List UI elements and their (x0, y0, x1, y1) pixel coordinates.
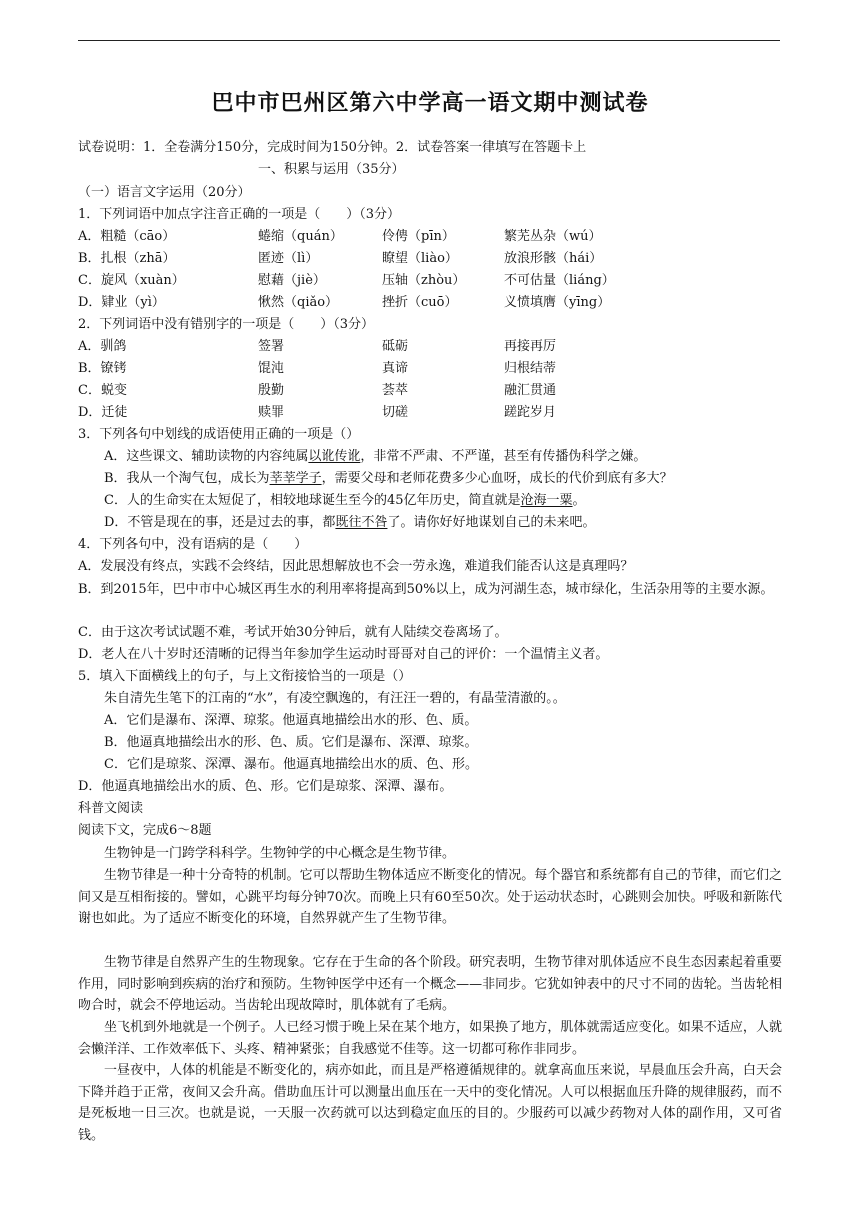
q2-option-d-4: 蹉跎岁月 (504, 405, 557, 420)
passage-paragraph-1: 生物钟是一门跨学科科学。生物钟学的中心概念是生物节律。 (104, 846, 456, 861)
q1-option-c-4: 不可估量（liáng） (504, 273, 615, 288)
question-5-stem: 5．填入下面横线上的句子，与上文衔接恰当的一项是（） (78, 669, 412, 684)
q3-option-a-idiom: 以讹传讹 (308, 449, 361, 464)
q3-option-b-idiom: 莘莘学子 (269, 471, 322, 486)
q2-option-c-1: C．蜕变 (78, 383, 127, 398)
q1-option-b-3: 瞭望（liào） (382, 251, 458, 266)
part-heading: 一、积累与运用（35分） (258, 162, 405, 177)
q3-option-a: A．这些课文、辅助读物的内容纯属以讹传讹，非常不严肃、不严谨，甚至有传播伪科学之嫌。 (104, 449, 647, 464)
q3-option-d-idiom: 既往不咎 (335, 515, 388, 530)
passage-paragraph-3: 生物节律是自然界产生的生物现象。它存在于生命的各个阶段。研究表明，生物节律对肌体适应不良生态因素起着重要作用，同时影响到疾病的治疗和预防。生物钟医学中还有一个概念——非同步。它犹如钟表中的尺寸不同的齿轮。当齿轮相吻合时，就会不停地运动。当齿轮出现故障时，肌体就有了毛病。 (78, 955, 782, 1013)
q1-option-d-1: D．肄业（yì） (78, 295, 165, 310)
q5-context: 朱自清先生笔下的江南的“水”，有凌空飘逸的，有汪汪一碧的，有晶莹清澈的。。 (104, 691, 566, 706)
q2-option-a-4: 再接再厉 (504, 339, 557, 354)
q3-option-b: B．我从一个淘气包，成长为莘莘学子，需要父母和老师花费多少心血呀，成长的代价到底有多大？ (104, 471, 673, 486)
q1-option-a-3: 伶俜（pīn） (382, 229, 455, 244)
q1-option-c-2: 慰藉（jiè） (258, 273, 326, 288)
q1-option-c-3: 压轴（zhòu） (382, 273, 466, 288)
q1-option-a-2: 蜷缩（quán） (258, 229, 343, 244)
q2-option-b-3: 真谛 (382, 361, 409, 376)
q2-option-b-1: B．镣铐 (78, 361, 127, 376)
q1-option-c-1: C．旋风（xuàn） (78, 273, 185, 288)
q2-option-a-3: 砥砺 (382, 339, 409, 354)
q4-option-a: A．发展没有终点，实践不会终结，因此思想解放也不会一劳永逸，难道我们能否认这是真理吗？ (78, 559, 634, 574)
q2-option-c-2: 殷勤 (258, 383, 285, 398)
q2-option-d-1: D．迁徒 (78, 405, 128, 420)
page-title: 巴中市巴州区第六中学高一语文期中测试卷 (211, 91, 649, 116)
q2-option-a-2: 签署 (258, 339, 285, 354)
reading-heading: 科普文阅读 (78, 801, 144, 816)
q3-option-c-idiom: 沧海一粟 (520, 493, 573, 508)
q4-option-d: D．老人在八十岁时还清晰的记得当年参加学生运动时哥哥对自己的评价：一个温情主义者。 (78, 647, 609, 662)
q3-option-d: D．不管是现在的事，还是过去的事，都既往不咎了。请你好好地谋划自己的未来吧。 (104, 515, 596, 530)
passage-paragraph-2: 生物节律是一种十分奇特的机制。它可以帮助生物体适应不断变化的情况。每个器官和系统都有自己的节律，而它们之间又是互相衔接的。譬如，心跳平均每分钟70次。而晚上只有60至50次。处于运动状态时，心跳则会加快。呼吸和新陈代谢也如此。为了适应不断变化的环境，自然界就产生了生物节律。 (78, 868, 782, 926)
q5-option-b: B．他逼真地描绘出水的形、色、质。它们是瀑布、深潭、琼浆。 (104, 735, 478, 750)
question-1-stem: 1．下列词语中加点字注音正确的一项是（ ）（3分） (78, 207, 401, 222)
section-heading: （一）语言文字运用（20分） (78, 185, 251, 200)
q5-option-a: A．它们是瀑布、深潭、琼浆。他逼真地描绘出水的形、色、质。 (104, 713, 478, 728)
reading-intro: 阅读下文，完成6～8题 (78, 823, 212, 838)
q1-option-d-3: 挫折（cuō） (382, 295, 458, 310)
q2-option-d-2: 赎罪 (258, 405, 285, 420)
q2-option-b-4: 归根结蒂 (504, 361, 557, 376)
q1-option-b-1: B．扎根（zhā） (78, 251, 176, 266)
q1-option-d-4: 义愤填膺（yīng） (504, 295, 611, 310)
question-3-stem: 3．下列各句中划线的成语使用正确的一项是（） (78, 427, 360, 442)
q5-option-d: D．他逼真地描绘出水的质、色、形。它们是琼浆、深潭、瀑布。 (78, 779, 453, 794)
q2-option-b-2: 馄沌 (258, 361, 285, 376)
question-4-stem: 4．下列各句中，没有语病的是（ ） (78, 537, 308, 552)
q3-option-c: C．人的生命实在太短促了，相较地球诞生至今的45亿年历史，简直就是沧海一粟。 (104, 493, 586, 508)
q2-option-c-3: 荟萃 (382, 383, 409, 398)
q5-option-c: C．它们是琼浆、深潭、瀑布。他逼真地描绘出水的质、色、形。 (104, 757, 478, 772)
header-rule (78, 40, 780, 41)
q2-option-d-3: 切磋 (382, 405, 409, 420)
q1-option-b-4: 放浪形骸（hái） (504, 251, 603, 266)
q2-option-a-1: A．驯鸽 (78, 339, 127, 354)
exam-instructions: 试卷说明：1．全卷满分150分，完成时间为150分钟。2．试卷答案一律填写在答题卡上 (78, 140, 587, 155)
q4-option-b: B．到2015年，巴中市中心城区再生水的利用率将提高到50%以上，成为河湖生态，城市绿化，生活杂用等的主要水源。 (78, 582, 774, 597)
q1-option-d-2: 愀然（qiǎo） (258, 295, 339, 310)
q1-option-a-4: 繁芜丛杂（wú） (504, 229, 602, 244)
q1-option-a-1: A．粗糙（cāo） (78, 229, 176, 244)
q4-option-c: C．由于这次考试试题不难，考试开始30分钟后，就有人陆续交卷离场了。 (78, 625, 508, 640)
q2-option-c-4: 融汇贯通 (504, 383, 557, 398)
passage-paragraph-4: 坐飞机到外地就是一个例子。人已经习惯于晚上呆在某个地方，如果换了地方，肌体就需适应变化。如果不适应，人就会懒洋洋、工作效率低下、头疼、精神紧张；自我感觉不佳等。这一切都可称作非同步。 (78, 1020, 782, 1057)
passage-paragraph-5: 一昼夜中，人体的机能是不断变化的，病亦如此，而且是严格遵循规律的。就拿高血压来说，早晨血压会升高，白天会下降并趋于正常，夜间又会升高。借助血压计可以测量出血压在一天中的变化情况。人可以根据血压升降的规律服药，而不是死板地一日三次。也就是说，一天服一次药就可以达到稳定血压的目的。少服药可以减少药物对人体的副作用，又可省钱。 (78, 1063, 782, 1143)
question-2-stem: 2．下列词语中没有错别字的一项是（ ）（3分） (78, 317, 375, 332)
q1-option-b-2: 匿迹（lì） (258, 251, 319, 266)
